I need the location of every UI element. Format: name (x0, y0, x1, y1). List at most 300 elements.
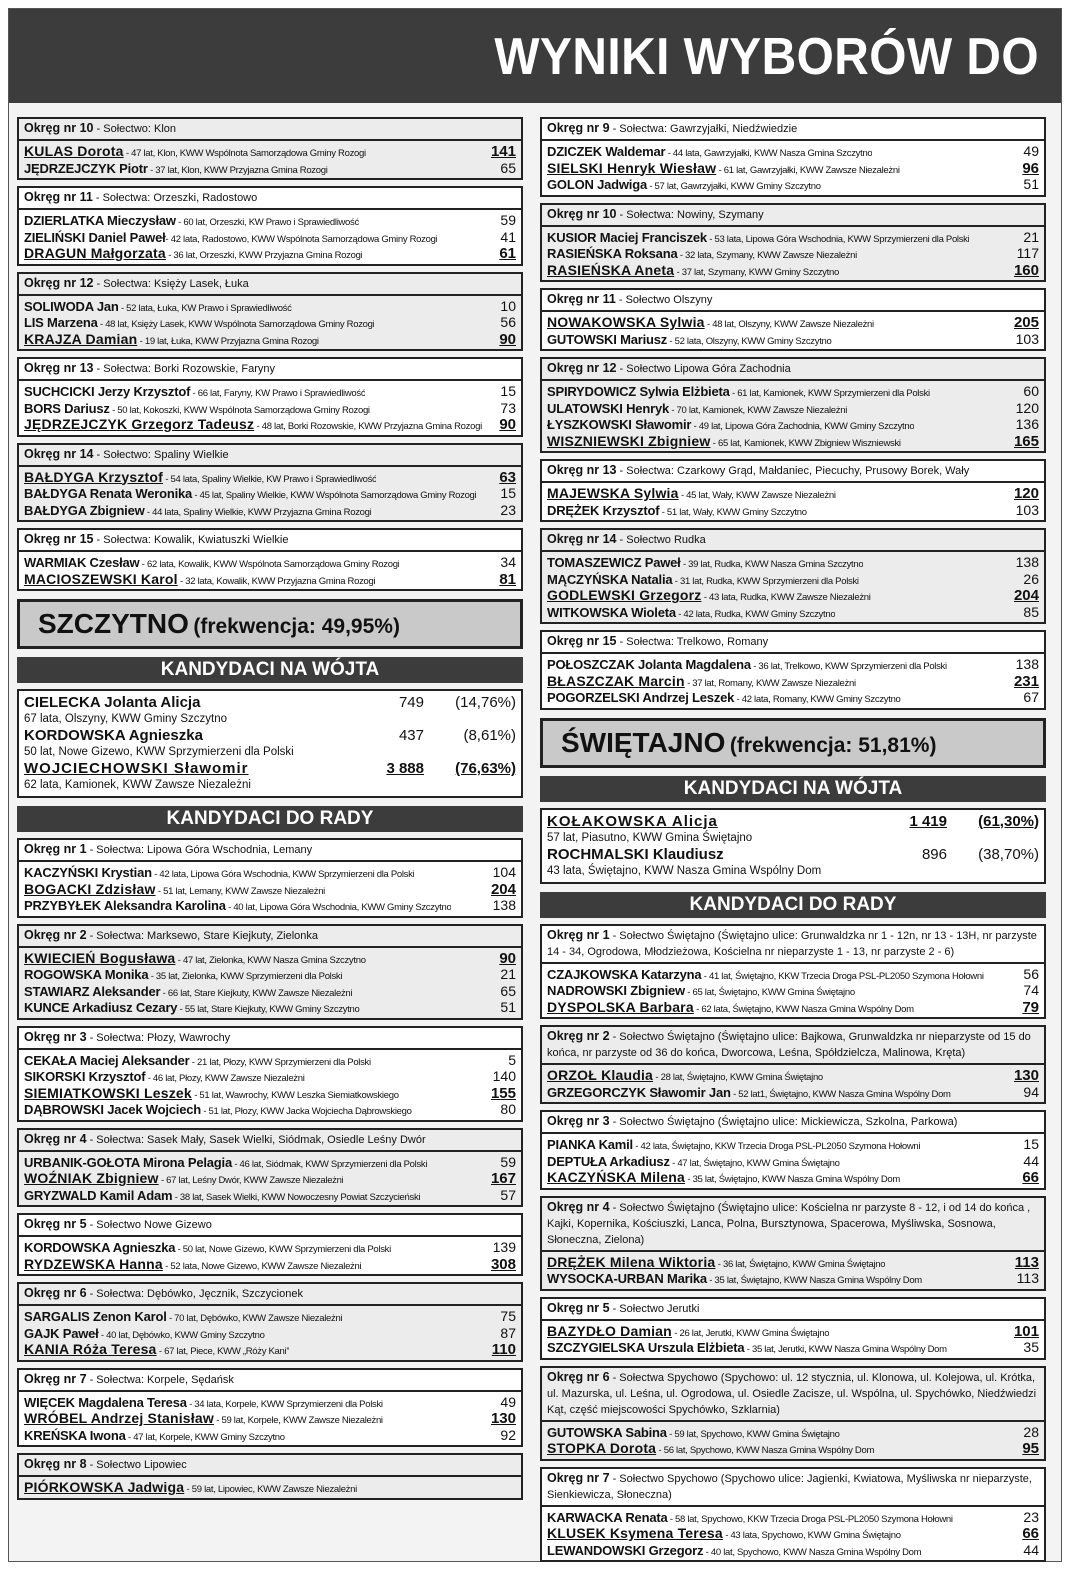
candidate-list (542, 552, 1044, 622)
district-header (542, 1469, 1044, 1507)
candidate-name: BAZYDŁO Damian (547, 1322, 672, 1339)
candidate-info (24, 1000, 360, 1019)
candidate-details: - 21 lat, Płozy, KWW Sprzymierzeni dla Polski (189, 1056, 371, 1068)
candidate-votes: 26 (1023, 570, 1039, 587)
candidate-name: STOPKA Dorota (547, 1440, 657, 1456)
candidate-name: KORDOWSKA Agnieszka (24, 1240, 176, 1255)
candidate-row (547, 1254, 1039, 1271)
candidate-details: - 61 lat, Gawrzyjałki, KWW Zawsze Niezależni (716, 164, 900, 176)
district-box (17, 1282, 523, 1362)
district-box (17, 357, 523, 437)
candidate-votes: 15 (500, 383, 516, 399)
candidate-details: - 37 lat, Klon, KWW Przyjazna Gmina Rozogi (147, 164, 328, 176)
candidate-row (547, 999, 1039, 1016)
district-number: Okręg nr 3 (24, 1029, 87, 1044)
candidate-details: - 53 lata, Lipowa Góra Wschodnia, KWW Sprzymierzeni dla Polski (706, 233, 970, 245)
candidate-details: - 50 lat, Nowe Gizewo, KWW Sprzymierzeni dla Polski (175, 1244, 391, 1255)
candidate-row (547, 160, 1039, 177)
candidate-details: - 47 lat, Zielonka, KWW Nasza Gmina Szczytno (175, 954, 366, 966)
candidate-row (547, 587, 1039, 604)
candidate-name: URBANIK-GOŁOTA Mirona Pelagia (24, 1154, 232, 1170)
district-header (542, 530, 1044, 552)
candidate-name: POŁOSZCZAK Jolanta Magdalena (547, 657, 751, 672)
candidate-details: - 36 lat, Świętajno, KWW Gmina Świętajno (715, 1258, 886, 1270)
candidate-details: - 42 lata, Lipowa Góra Wschodnia, KWW Sprzymierzeni dla Polski (151, 869, 415, 880)
candidate-info (24, 503, 371, 522)
candidate-votes: 138 (1015, 656, 1039, 672)
candidate-votes: 87 (500, 1324, 516, 1341)
candidate-info (24, 571, 375, 591)
candidate-name: GRZEGORCZYK Sławomir Jan (547, 1084, 731, 1100)
gmina-heading-swietajno (540, 718, 1046, 768)
candidate-list (542, 1065, 1044, 1102)
candidate-votes: 138 (492, 897, 516, 913)
district-box (540, 1196, 1046, 1291)
candidate-name: JĘDRZEJCZYK Grzegorz Tadeusz (24, 416, 255, 432)
candidate-row (547, 1153, 1039, 1170)
candidate-details: - 58 lat, Spychowo, KKW Trzecia Droga PSL-PL2050 Szymona Hołowni (667, 1513, 953, 1525)
candidate-row (24, 1410, 516, 1427)
candidate-row (547, 673, 1039, 690)
district-box (17, 924, 523, 1020)
candidate-info (547, 1543, 921, 1562)
candidate-row (24, 571, 516, 588)
candidate-name: JĘDRZEJCZYK Piotr (24, 160, 148, 176)
candidate-details: - 40 lat, Spychowo, KWW Nasza Gmina Wspólny Dom (703, 1546, 922, 1558)
candidate-details: - 35 lat, Świętajno, KWW Nasza Gmina Wspólny Dom (706, 1275, 922, 1286)
candidate-row (24, 314, 516, 331)
candidate-votes: 21 (500, 966, 516, 982)
candidate-name: RASIEŃSKA Roksana (547, 246, 678, 261)
candidate-details: - 37 lat, Romany, KWW Zawsze Niezależni (684, 677, 856, 689)
candidate-row (24, 554, 516, 571)
district-area: - Sołectwo Jerutki (609, 1302, 700, 1315)
district-box (540, 203, 1046, 283)
candidate-name: NADROWSKI Zbigniew (547, 983, 685, 998)
candidate-list (542, 1321, 1044, 1358)
candidate-info (24, 1256, 361, 1276)
candidate-name: BAŁDYGA Renata Weronika (24, 486, 193, 501)
candidate-name: LEWANDOWSKI Grzegorz (547, 1542, 704, 1558)
district-header (19, 840, 521, 862)
candidate-row (24, 881, 516, 898)
candidate-name: GUTOWSKA Sabina (547, 1424, 667, 1440)
district-area: - Sołectwo Świętajno (Świętajno ulice: Grunwaldzka nr 1 - 12n, nr 13 - 13H, nr parzyste 14 - 34, Ogrodowa, Młodzieżowa, Kościelna nr nieparzyste 1 - 13, nr parzyste 2 - 6) (547, 929, 1037, 958)
candidate-row (547, 485, 1039, 502)
candidate-info (24, 331, 319, 351)
page-header (9, 9, 1061, 103)
candidate-row (547, 383, 1039, 400)
district-area: - Sołectwa: Borki Rozowskie, Faryny (93, 363, 276, 375)
candidate-info (24, 898, 451, 917)
candidate-details: - 26 lat, Jerutki, KWW Gmina Świętajno (671, 1327, 830, 1339)
district-area: - Sołectwa: Korpele, Sędańsk (86, 1373, 234, 1386)
rada-districts-szczytno (17, 838, 523, 1500)
candidate-details: - 59 lat, Spychowo, KWW Gmina Świętajno (666, 1428, 840, 1440)
candidate-details: - 70 lat, Dębówko, KWW Zawsze Niezależni (166, 1313, 343, 1324)
district-number: Okręg nr 14 (547, 532, 617, 546)
candidate-list (542, 227, 1044, 281)
candidate-name: KWIECIEŃ Bogusława (24, 949, 176, 966)
candidate-row (547, 966, 1039, 983)
district-header (542, 926, 1044, 964)
candidate-votes: 81 (499, 570, 516, 588)
candidate-name: PIÓRKOWSKA Jadwiga (24, 1479, 185, 1495)
district-box (17, 528, 523, 591)
candidate-details: - 42 lata, Romany, KWW Gminy Szczytno (734, 694, 901, 705)
candidate-name: WITKOWSKA Wioleta (547, 604, 676, 620)
candidate-votes: 63 (499, 468, 516, 486)
candidate-details: - 42 lata, Rudka, KWW Gminy Szczytno (675, 608, 836, 620)
candidate-list (19, 948, 521, 1018)
district-header (19, 119, 521, 141)
wojt-candidate-details: 67 lata, Olszyny, KWW Gminy Szczytno (24, 713, 228, 725)
candidate-info (547, 433, 901, 453)
candidate-list (19, 141, 521, 178)
candidate-row (24, 212, 516, 229)
candidate-name: STAWIARZ Aleksander (24, 983, 161, 999)
candidate-name: SIELSKI Henryk Wiesław (547, 159, 717, 176)
candidate-details: - 19 lat, Łuka, KWW Przyjazna Gmina Rozogi (137, 335, 319, 347)
candidate-name: SOLIWODA Jan (24, 298, 119, 314)
candidate-list (19, 1237, 521, 1274)
district-area: - Sołectwa: Dębówko, Jęcznik, Szczycionek (86, 1288, 303, 1300)
district-header (19, 1455, 521, 1477)
wojt-candidate-row (24, 727, 516, 745)
candidate-details: - 60 lat, Orzeszki, KW Prawo i Sprawiedliwość (175, 217, 359, 228)
rada-section-heading: KANDYDACI DO RADY (540, 892, 1046, 918)
candidate-name: DYSPOLSKA Barbara (547, 998, 694, 1015)
candidate-votes: 95 (1022, 1440, 1039, 1457)
wojt-candidate-row (24, 760, 516, 778)
candidate-info (547, 690, 901, 709)
district-box (540, 1467, 1046, 1563)
candidate-votes: 120 (1015, 399, 1039, 416)
gmina-name: ŚWIĘTAJNO (561, 726, 726, 758)
candidate-info (547, 605, 835, 624)
candidate-details: - 65 lat, Kamionek, KWW Zbigniew Wiszniewski (710, 437, 901, 449)
candidate-details: - 67 lat, Leśny Dwór, KWW Zawsze Niezależni (158, 1175, 344, 1186)
candidate-name: GODLEWSKI Grzegorz (547, 587, 702, 603)
candidate-votes: 160 (1013, 261, 1039, 279)
candidate-name: CZAJKOWSKA Katarzyna (547, 966, 702, 982)
candidate-info (547, 503, 807, 522)
candidate-name: RASIEŃSKA Aneta (547, 261, 675, 278)
candidate-row (24, 1308, 516, 1325)
wojt-candidate-name: KOŁAKOWSKA Alicja (547, 812, 718, 830)
candidate-votes: 61 (499, 245, 516, 262)
candidate-name: KUSIOR Maciej Franciszek (547, 229, 707, 245)
candidate-row (547, 1067, 1039, 1084)
candidate-row (24, 864, 516, 881)
wojt-candidate-row (547, 846, 1039, 864)
candidate-details: - 52 lat1, Świętajno, KWW Nasza Gmina Wspólny Dom (730, 1088, 951, 1100)
candidate-details: - 49 lat, Lipowa Góra Zachodnia, KWW Gminy Szczytno (691, 421, 915, 432)
candidate-details: - 45 lat, Wały, KWW Zawsze Niezależni (678, 490, 836, 501)
district-area: - Sołectwa: Nowiny, Szymany (616, 208, 764, 221)
district-header (542, 290, 1044, 312)
candidate-votes: 231 (1013, 672, 1039, 690)
candidate-row (547, 262, 1039, 279)
candidate-row (24, 229, 516, 246)
district-box (540, 117, 1046, 197)
wojt-candidate-votes: 437 (398, 727, 424, 744)
candidate-name: DZICZEK Waldemar (547, 144, 666, 159)
candidate-votes: 59 (500, 212, 516, 228)
district-header (19, 530, 521, 552)
candidate-row (24, 485, 516, 502)
wojt-candidate-row (24, 694, 516, 712)
candidate-votes: 165 (1013, 432, 1039, 450)
candidate-details: - 32 lata, Kowalik, KWW Przyjazna Gmina Rozogi (177, 575, 376, 587)
candidate-details: - 52 lata, Łuka, KW Prawo i Sprawiedliwość (118, 302, 292, 314)
wojt-candidate-name: KORDOWSKA Agnieszka (24, 727, 203, 744)
candidate-row (547, 1542, 1039, 1559)
candidate-name: PRZYBYŁEK Aleksandra Karolina (24, 898, 226, 913)
szczytno-districts-continued (540, 117, 1046, 710)
district-area: - Sołectwo: Spaliny Wielkie (93, 448, 229, 461)
candidate-details: - 44 lata, Gawrzyjałki, KWW Nasza Gmina Szczytno (665, 148, 873, 159)
candidate-details: - 45 lat, Spaliny Wielkie, KWW Wspólnota Samorządowa Gminy Rozogi (192, 490, 477, 501)
candidate-row (24, 331, 516, 348)
candidate-votes: 141 (490, 143, 516, 160)
candidate-name: GAJK Paweł (24, 1325, 99, 1341)
candidate-details: - 41 lat, Świętajno, KKW Trzecia Droga PSL-PL2050 Szymona Hołowni (701, 970, 984, 982)
candidate-row (547, 604, 1039, 621)
candidate-details: - 62 lata, Kowalik, KWW Wspólnota Samorządowa Gminy Rozogi (139, 559, 400, 570)
candidate-info (24, 245, 362, 265)
wojt-candidate-percent: (61,30%) (978, 812, 1039, 830)
candidate-info (547, 262, 839, 282)
district-box (17, 1453, 523, 1500)
candidate-info (547, 332, 832, 351)
candidate-name: LIS Marzena (24, 315, 98, 330)
candidate-info (547, 999, 914, 1019)
candidate-details: - 44 lata, Spaliny Wielkie, KWW Przyjazna Gmina Rozogi (144, 506, 372, 518)
candidate-name: SPIRYDOWICZ Sylwia Elżbieta (547, 384, 730, 399)
district-area: - Sołectwo Świętajno (Świętajno ulice: Bajkowa, Grunwaldzka nr nieparzyste od 15 do końca, nr parzyste od 36 do końca, Dworcowa, Leśna, Spółdzielcza, Malinowa, Kręta) (547, 1031, 1031, 1059)
candidate-name: MACIOSZEWSKI Karol (24, 570, 178, 587)
candidate-list (19, 1306, 521, 1360)
wojt-candidate-name: CIELECKA Jolanta Alicja (24, 694, 201, 711)
candidate-name: ORZOŁ Klaudia (547, 1067, 654, 1083)
candidate-list (542, 964, 1044, 1018)
candidate-name: BORS Dariusz (24, 400, 110, 416)
district-area: - Sołectwa: Gawrzyjałki, Niedźwiedzie (609, 123, 798, 135)
candidate-votes: 44 (1023, 1152, 1039, 1169)
district-number: Okręg nr 10 (24, 121, 94, 135)
candidate-info (24, 161, 328, 180)
district-number: Okręg nr 5 (547, 1300, 610, 1315)
candidate-votes: 21 (1023, 228, 1039, 245)
candidate-name: KULAS Dorota (24, 143, 124, 159)
candidate-votes: 10 (500, 297, 516, 314)
district-header (19, 1130, 521, 1152)
candidate-votes: 113 (1016, 1270, 1039, 1286)
candidate-votes: 155 (490, 1084, 516, 1102)
candidate-details: - 35 lat, Świętajno, KWW Nasza Gmina Wspólny Dom (685, 1174, 900, 1185)
wojt-candidate-percent: (38,70%) (978, 845, 1039, 863)
candidate-row (24, 1052, 516, 1069)
candidate-row (24, 983, 516, 1000)
candidate-info (24, 1188, 420, 1207)
district-box (540, 1110, 1046, 1190)
district-box (540, 459, 1046, 522)
district-box (17, 272, 523, 352)
candidate-row (547, 1136, 1039, 1153)
candidate-votes: 204 (490, 880, 516, 898)
candidate-votes: 23 (1023, 1508, 1039, 1525)
candidate-name: SIEMIATKOWSKI Leszek (24, 1084, 192, 1101)
district-area: - Sołectwo Lipowa Góra Zachodnia (616, 363, 791, 375)
district-box (540, 630, 1046, 710)
candidate-details: - 42 lata, Świętajno, KKW Trzecia Droga PSL-PL2050 Szymona Hołowni (632, 1141, 921, 1152)
candidate-name: POGORZELSKI Andrzej Leszek (547, 690, 735, 705)
candidate-votes: 60 (1023, 383, 1039, 399)
district-box (540, 1366, 1046, 1461)
candidate-votes: 103 (1015, 501, 1039, 518)
candidate-info (547, 1169, 900, 1189)
candidate-votes: 120 (1013, 485, 1039, 502)
candidate-row (24, 1239, 516, 1256)
candidate-votes: 41 (500, 228, 516, 245)
candidate-votes: 28 (1023, 1423, 1039, 1440)
candidate-list (542, 483, 1044, 520)
candidate-row (547, 1509, 1039, 1526)
wojt-candidate-votes: 3 888 (386, 760, 424, 777)
candidate-votes: 15 (1023, 1136, 1039, 1152)
candidate-list (542, 312, 1044, 349)
district-number: Okręg nr 4 (547, 1199, 610, 1214)
candidate-info (24, 1341, 289, 1361)
candidate-row (547, 571, 1039, 588)
candidate-votes: 65 (500, 982, 516, 999)
candidate-votes: 56 (1023, 965, 1039, 982)
candidate-row (24, 1479, 516, 1496)
district-area: - Sołectwo Spychowo (Spychowo ulice: Jagienki, Kwiatowa, Myśliwska nr nieparzyste, Sienkiewicza, Słoneczna) (547, 1472, 1032, 1501)
district-number: Okręg nr 1 (547, 927, 610, 942)
wojt-candidate-name: WOJCIECHOWSKI Sławomir (24, 760, 249, 777)
candidate-row (547, 176, 1039, 193)
district-number: Okręg nr 2 (547, 1029, 610, 1043)
candidate-votes: 35 (1023, 1339, 1039, 1355)
district-number: Okręg nr 5 (24, 1217, 87, 1231)
candidate-votes: 204 (1013, 587, 1039, 604)
candidate-name: KRAJZA Damian (24, 330, 138, 347)
candidate-list (542, 1507, 1044, 1561)
candidate-votes: 34 (500, 554, 516, 570)
candidate-info (24, 1479, 357, 1499)
candidate-details: - 52 lata, Nowe Gizewo, KWW Zawsze Niezależni (162, 1260, 362, 1272)
candidate-details: - 48 lat, Borki Rozowskie, KWW Przyjazna Gmina Rozogi (254, 421, 482, 432)
candidate-details: - 56 lat, Spychowo, KWW Nasza Gmina Wspólny Dom (656, 1445, 875, 1456)
candidate-votes: 56 (500, 314, 516, 330)
district-box (540, 1297, 1046, 1360)
candidate-votes: 49 (1023, 143, 1039, 159)
candidate-name: KUNCE Arkadiusz Cezary (24, 1000, 178, 1015)
candidate-votes: 96 (1022, 159, 1039, 177)
district-area: - Sołectwo Świętajno (Świętajno ulice: Mickiewicza, Szkolna, Parkowa) (609, 1116, 958, 1128)
candidate-details: - 39 lat, Rudka, KWW Nasza Gmina Szczytno (680, 559, 864, 570)
district-number: Okręg nr 14 (24, 446, 94, 461)
district-area: - Sołectwo Rudka (616, 534, 706, 546)
district-area: - Sołectwo Świętajno (Świętajno ulice: Kościelna nr parzyste 8 - 12, i od 14 do końca , Kajki, Kopernika, Kościuszki, Lanca, Polna, Bursztynowa, Spacerowa, Myśliwska, Sosnowa, Słoneczna, Zielona) (547, 1201, 1031, 1246)
district-header (542, 632, 1044, 654)
candidate-row (547, 689, 1039, 706)
candidate-details: - 48 lat, Księży Lasek, KWW Wspólnota Samorządowa Gminy Rozogi (97, 319, 375, 330)
district-number: Okręg nr 2 (24, 927, 87, 942)
rozogi-districts-continued (17, 117, 523, 591)
candidate-row (547, 433, 1039, 450)
candidate-list (19, 1477, 521, 1498)
district-number: Okręg nr 4 (24, 1131, 87, 1146)
candidate-name: NOWAKOWSKA Sylwia (547, 314, 705, 330)
candidate-list (542, 381, 1044, 451)
left-column (17, 117, 523, 1506)
candidate-details: - 40 lat, Lipowa Góra Wschodnia, KWW Gminy Szczytno (225, 902, 452, 913)
candidate-name: WRÓBEL Andrzej Stanisław (24, 1410, 214, 1426)
candidate-row (547, 331, 1039, 348)
candidate-name: DĄBROWSKI Jacek Wojciech (24, 1102, 202, 1117)
candidate-name: WOŹNIAK Zbigniew (24, 1170, 159, 1186)
candidate-votes: 92 (500, 1426, 516, 1443)
district-number: Okręg nr 6 (24, 1286, 87, 1300)
gmina-turnout: (frekwencja: 49,95%) (193, 615, 400, 638)
district-header (19, 926, 521, 948)
district-number: Okręg nr 10 (547, 206, 617, 221)
candidate-row (547, 400, 1039, 417)
candidate-list (19, 296, 521, 350)
district-header (19, 359, 521, 381)
candidate-row (24, 966, 516, 983)
wojt-candidate-votes: 896 (921, 845, 947, 863)
district-box (17, 1368, 523, 1448)
wojt-candidate-percent: (14,76%) (455, 694, 516, 711)
candidate-votes: 94 (1023, 1083, 1039, 1100)
candidate-name: ZIELIŃSKI Daniel Paweł (24, 229, 166, 245)
candidate-row (24, 160, 516, 177)
candidate-votes: 90 (499, 949, 516, 967)
district-area: - Sołectwo Olszyny (615, 294, 713, 306)
candidate-row (24, 1427, 516, 1444)
district-box (17, 443, 523, 523)
district-area: - Sołectwa: Lipowa Góra Wschodnia, Lemany (86, 844, 313, 856)
district-header (19, 1370, 521, 1392)
candidate-votes: 308 (490, 1255, 516, 1273)
candidate-votes: 117 (1016, 245, 1039, 261)
candidate-name: BAŁDYGA Krzysztof (24, 468, 163, 485)
district-number: Okręg nr 3 (547, 1114, 610, 1128)
candidate-row (24, 143, 516, 160)
district-box (17, 186, 523, 266)
candidate-row (24, 950, 516, 967)
candidate-info (24, 416, 482, 436)
district-box (540, 1025, 1046, 1104)
candidate-row (24, 1394, 516, 1411)
wojt-candidate-votes: 749 (398, 694, 424, 711)
candidate-votes: 139 (492, 1239, 516, 1255)
candidate-name: BŁASZCZAK Marcin (547, 672, 685, 689)
candidate-row (547, 1084, 1039, 1101)
gmina-name: SZCZYTNO (38, 608, 189, 639)
district-area: - Sołectwa: Marksewo, Stare Kiejkuty, Zielonka (86, 929, 319, 942)
candidate-row (547, 1440, 1039, 1457)
district-area: - Sołectwa Spychowo (Spychowo: ul. 12 stycznia, ul. Klonowa, ul. Kolejowa, ul. Krótka, ul. Mazurska, ul. Leśna, ul. Ogrodowa, ul. Osiedle Zacisze, ul. Wspólna, ul. Spychówko, Niedźwiedzi Kąt, część miejscowości Spychówko, Szklarnia) (547, 1371, 1037, 1416)
district-area: - Sołectwa: Księży Lasek, Łuka (93, 277, 249, 290)
candidate-row (24, 1170, 516, 1187)
candidate-name: SUCHCICKI Jerzy Krzysztof (24, 384, 191, 399)
candidate-name: DRAGUN Małgorzata (24, 245, 166, 261)
